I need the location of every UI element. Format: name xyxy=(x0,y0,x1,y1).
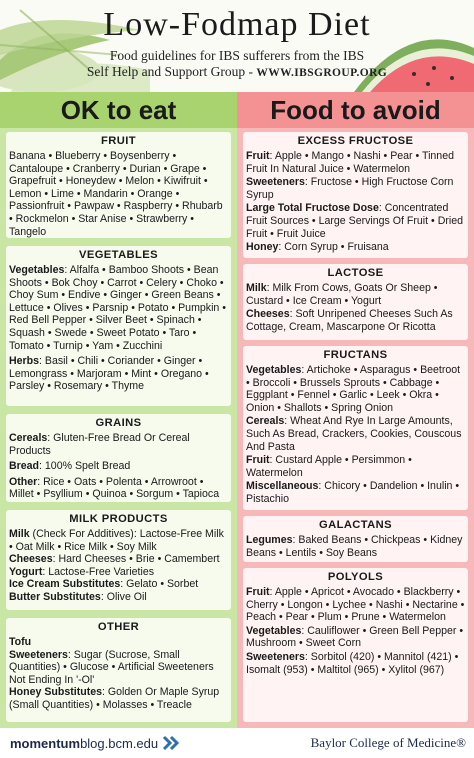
entry-text: : Apple • Mango • Nashi • Pear • Tinned Fruit In Natural Juice • Watermelon xyxy=(246,150,454,175)
card-title: MILK PRODUCTS xyxy=(69,513,168,525)
card-title: EXCESS FRUCTOSE xyxy=(297,135,414,147)
entry-text: : Fructose • High Fructose Corn Syrup xyxy=(246,176,454,201)
fruit-card xyxy=(6,132,231,238)
legumes-entry xyxy=(246,534,465,559)
other-grains-entry xyxy=(9,476,228,501)
sweeteners-entry xyxy=(246,176,465,201)
cheeses-entry xyxy=(9,553,228,566)
fruit-entry xyxy=(246,150,465,175)
subtitle-org: Self Help and Support Group - xyxy=(86,64,253,79)
card-body xyxy=(243,586,468,676)
entry-text: : Alfalfa • Bamboo Shoots • Bean Shoots • Bok Choy • Carrot • Celery • Choko • Choy Sum • Endive • Ginger • Green Beans • Lettuce • Olives • Parsnip • Potato • Pumpkin • Red Bell Pepper • Silver Beet • Spinach • Squash • Swede • Sweet Potato • Taro • Tomato • Turnip • Yam • Zucchini xyxy=(9,264,226,352)
fruit-list: Banana • Blueberry • Boysenberry • Cantaloupe • Cranberry • Durian • Grape • Grapefruit • Honeydew • Melon • Kiwifruit • Lemon • Lime • Mandarin • Orange • Passionfruit • Pawpaw • Raspberry • Rhubarb • Rockmelon • Star Anise • Strawberry • Tangelo xyxy=(9,150,223,238)
footer xyxy=(0,728,474,758)
food-to-avoid-heading: Food to avoid xyxy=(237,92,474,128)
entry-text: : Basil • Chili • Coriander • Ginger • Lemongrass • Marjoram • Mint • Oregano • Parsley • Rosemary • Thyme xyxy=(9,355,209,393)
sweeteners-entry xyxy=(9,649,228,687)
entry-label: Miscellaneous xyxy=(246,480,319,493)
blog-link[interactable] xyxy=(10,735,180,751)
entry-label: Honey Substitutes xyxy=(9,686,103,699)
vegetables-entry xyxy=(246,625,465,650)
subtitle-line-2 xyxy=(0,64,474,81)
entry-label: Butter Substitutes xyxy=(9,590,101,603)
herbs-entry xyxy=(9,355,228,393)
fructans-card xyxy=(243,346,468,510)
card-title: VEGETABLES xyxy=(78,249,158,261)
vegetables-card xyxy=(6,246,231,406)
entry-text: : Gelato • Sorbet xyxy=(120,578,199,591)
entry-label: Fruit xyxy=(246,586,270,598)
miscellaneous-entry xyxy=(246,480,465,505)
vegetables-entry xyxy=(9,264,228,352)
entry-label: Fruit xyxy=(246,150,270,162)
vegetables-entry xyxy=(246,364,465,414)
blog-brand: momentum xyxy=(10,735,81,751)
entry-label: Bread xyxy=(9,460,40,473)
entry-label: Vegetables xyxy=(9,264,65,276)
card-body xyxy=(243,534,468,559)
entry-label: Cheeses xyxy=(246,308,290,321)
entry-label: Large Total Fructose Dose xyxy=(246,202,379,215)
entry-text: : Olive Oil xyxy=(100,590,147,603)
subtitle-line-1: Food guidelines for IBS sufferers from the IBS xyxy=(109,48,365,63)
entry-text: : Baked Beans • Chickpeas • Kidney Beans • Lentils • Soy Beans xyxy=(246,534,463,559)
galactans-card xyxy=(243,516,468,562)
entry-text: : Golden Or Maple Syrup (Small Quantities) • Molasses • Treacle xyxy=(9,686,220,711)
entry-text: : Sugar (Sucrose, Small Quantities) • Glucose • Artificial Sweeteners Not Ending In '-Ol' xyxy=(9,648,214,686)
polyols-card xyxy=(243,568,468,722)
card-body xyxy=(243,282,468,333)
entry-text: : Sorbitol (420) • Mannitol (421) • Isomalt (953) • Maltitol (965) • Xylitol (967) xyxy=(246,650,459,676)
card-title: LACTOSE xyxy=(327,267,384,279)
ice-cream-entry xyxy=(9,578,228,591)
card-title: OTHER xyxy=(97,621,140,633)
entry-text: : 100% Spelt Bread xyxy=(39,460,131,473)
entry-text: : Artichoke • Asparagus • Beetroot • Broccoli • Brussels Sprouts • Cabbage • Eggplant • Fennel • Garlic • Leek • Okra • Onion • Shallots • Spring Onion xyxy=(246,364,461,414)
card-title: GALACTANS xyxy=(319,519,392,531)
card-body xyxy=(6,432,231,501)
entry-text: : Custard Apple • Persimmon • Watermelon xyxy=(246,454,412,479)
entry-label: Vegetables xyxy=(246,624,302,637)
lactose-card xyxy=(243,264,468,340)
entry-text: : Cauliflower • Green Bell Pepper • Mushroom • Sweet Corn xyxy=(246,624,464,650)
entry-label: Vegetables xyxy=(246,364,302,376)
entry-label: Milk xyxy=(9,528,30,540)
entry-text: : Chicory • Dandelion • Inulin • Pistachio xyxy=(246,480,460,505)
entry-text: : Lactose-Free Varieties xyxy=(42,565,155,578)
milk-products-card xyxy=(6,510,231,610)
entry-text: : Apple • Apricot • Avocado • Blackberry • Cherry • Longon • Lychee • Nashi • Nectarine • Peach • Pear • Plum • Prune • Watermelon xyxy=(246,586,465,624)
entry-label: Cheeses xyxy=(9,553,53,566)
entry-label: Other xyxy=(9,475,38,488)
cheeses-entry xyxy=(246,308,465,333)
entry-text: : Gluten-Free Bread Or Cereal Products xyxy=(9,432,190,457)
entry-label: Sweeteners xyxy=(246,650,305,663)
blog-domain: blog.bcm.edu xyxy=(80,735,159,751)
ok-to-eat-heading: OK to eat xyxy=(0,92,237,128)
entry-label: Legumes xyxy=(246,534,293,546)
entry-text: : Corn Syrup • Fruisana xyxy=(278,241,389,254)
ok-to-eat-column xyxy=(0,92,237,728)
grains-card xyxy=(6,414,231,502)
header-banner xyxy=(0,0,474,92)
honey-entry xyxy=(246,241,465,254)
website-link[interactable]: WWW.IBSGROUP.ORG xyxy=(256,67,388,79)
yogurt-entry xyxy=(9,566,228,579)
butter-entry xyxy=(9,591,228,604)
cereals-entry xyxy=(9,432,228,457)
entry-label: Cereals xyxy=(246,415,285,428)
entry-text: : Rice • Oats • Polenta • Arrowroot • Millet • Psyllium • Quinoa • Sorgum • Tapioca xyxy=(9,475,220,501)
entry-label: Sweeteners xyxy=(9,648,68,661)
card-body xyxy=(6,528,231,604)
card-body xyxy=(6,636,231,712)
excess-fructose-card xyxy=(243,132,468,258)
entry-label: Fruit xyxy=(246,454,270,467)
milk-entry xyxy=(246,282,465,307)
card-title: POLYOLS xyxy=(327,571,384,583)
double-chevron-icon xyxy=(162,735,180,751)
card-body xyxy=(6,150,231,238)
card-title: FRUCTANS xyxy=(323,349,388,361)
card-title: GRAINS xyxy=(95,417,142,429)
entry-text: : Hard Cheeses • Brie • Camembert xyxy=(52,553,220,566)
bread-entry xyxy=(9,460,228,473)
blog-link-text xyxy=(10,736,158,751)
food-to-avoid-column xyxy=(237,92,474,728)
entry-label: Cereals xyxy=(9,432,48,444)
milk-entry xyxy=(9,528,228,553)
institution-name: Baylor College of Medicine® xyxy=(310,735,466,750)
entry-label: Tofu xyxy=(9,636,32,648)
entry-text: : Concentrated Fruit Sources • Large Servings Of Fruit • Dried Fruit • Fruit Juice xyxy=(246,202,464,240)
entry-label: Ice Cream Substitutes xyxy=(9,578,121,591)
large-fructose-entry xyxy=(246,202,465,240)
entry-label: Yogurt xyxy=(9,565,43,578)
entry-label: Herbs xyxy=(9,355,40,368)
tofu-entry xyxy=(9,636,228,649)
page-title: Low-Fodmap Diet xyxy=(103,6,371,43)
entry-text: : Wheat And Rye In Large Amounts, Such As Bread, Crackers, Cookies, Couscous And Pasta xyxy=(246,415,462,453)
entry-text: : Soft Unripened Cheeses Such As Cottage, Cream, Mascarpone Or Ricotta xyxy=(246,308,453,333)
card-body xyxy=(6,264,231,393)
entry-label: Milk xyxy=(246,282,267,294)
honey-substitutes-entry xyxy=(9,686,228,711)
other-card xyxy=(6,618,231,722)
fruit-entry xyxy=(246,586,465,624)
sweeteners-entry xyxy=(246,651,465,676)
entry-text: (Check For Additives): Lactose-Free Milk • Oat Milk • Rice Milk • Soy Milk xyxy=(9,528,224,553)
page-subtitle xyxy=(0,48,474,81)
fruit-entry xyxy=(246,454,465,479)
entry-text: : Milk From Cows, Goats Or Sheep • Custard • Ice Cream • Yogurt xyxy=(246,282,438,307)
card-title: FRUIT xyxy=(101,135,136,147)
entry-label: Honey xyxy=(246,241,279,254)
card-body xyxy=(243,364,468,506)
cereals-entry xyxy=(246,415,465,453)
card-body xyxy=(243,150,468,254)
entry-label: Sweeteners xyxy=(246,176,305,189)
